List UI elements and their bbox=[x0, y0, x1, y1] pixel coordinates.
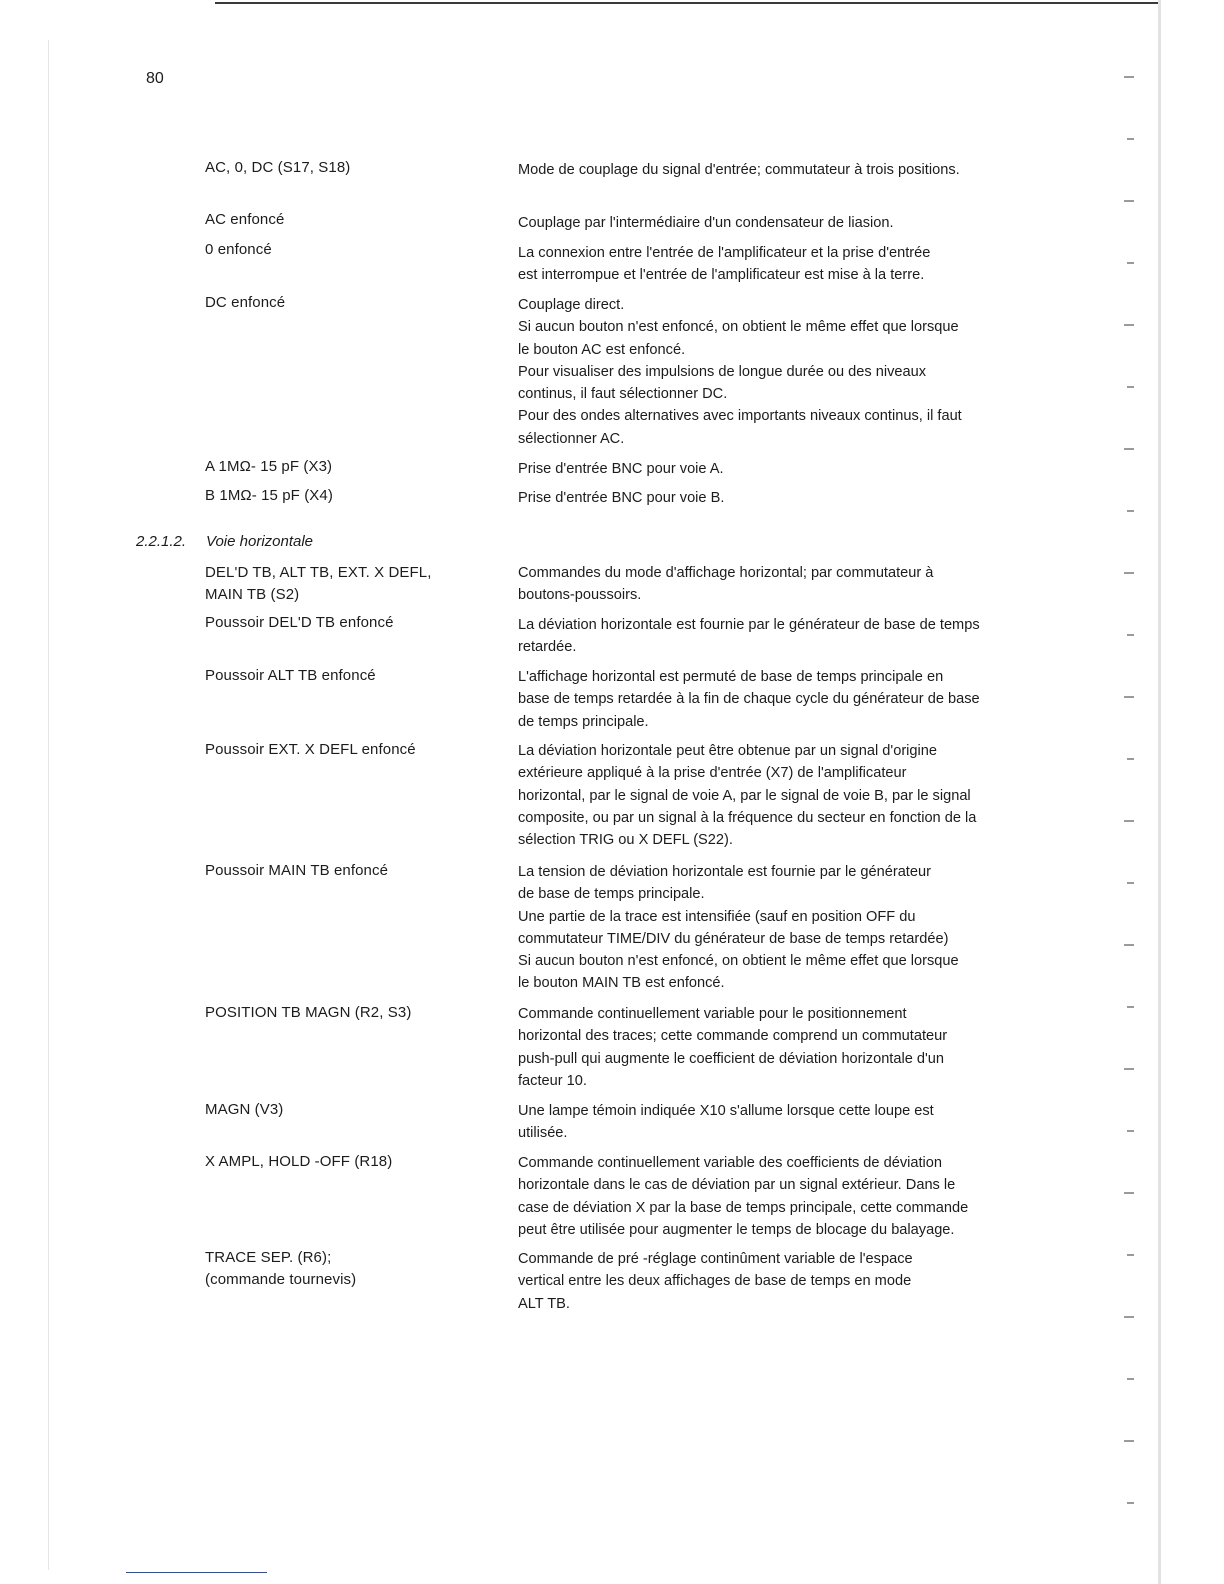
description-line: horizontal, par le signal de voie A, par le signal de voie B, par le signal bbox=[518, 787, 971, 804]
entry-description bbox=[518, 1248, 1058, 1315]
page-number: 80 bbox=[146, 70, 164, 87]
binding-mark bbox=[1124, 696, 1134, 698]
binding-mark bbox=[1127, 634, 1134, 636]
entry-term bbox=[205, 1002, 495, 1024]
binding-mark bbox=[1127, 1254, 1134, 1256]
binding-mark bbox=[1124, 200, 1134, 202]
term-line: 0 enfoncé bbox=[205, 241, 272, 258]
entry-term bbox=[205, 562, 495, 606]
term-line: AC, 0, DC (S17, S18) bbox=[205, 159, 351, 176]
entry-term bbox=[205, 157, 495, 179]
entry-description bbox=[518, 242, 1058, 287]
binding-mark bbox=[1124, 1068, 1134, 1070]
binding-mark bbox=[1124, 1316, 1134, 1318]
entry-description bbox=[518, 487, 1058, 509]
term-line: X AMPL, HOLD -OFF (R18) bbox=[205, 1153, 393, 1170]
section-number: 2.2.1.2. bbox=[136, 533, 187, 550]
term-line: A 1MΩ- 15 pF (X3) bbox=[205, 458, 333, 475]
description-line: sélectionner AC. bbox=[518, 430, 625, 447]
binding-mark bbox=[1124, 1440, 1134, 1442]
term-line: TRACE SEP. (R6); bbox=[205, 1249, 332, 1266]
description-line: La déviation horizontale peut être obtenue par un signal d'origine bbox=[518, 743, 938, 759]
description-line: push-pull qui augmente le coefficient de déviation horizontale d'un bbox=[518, 1050, 945, 1067]
description-line: sélection TRIG ou X DEFL (S22). bbox=[518, 832, 733, 849]
description-line: extérieure appliqué à la prise d'entrée (X7) de l'amplificateur bbox=[518, 765, 907, 782]
entry-term bbox=[205, 485, 495, 507]
entry-term bbox=[205, 456, 495, 478]
entry-description bbox=[518, 614, 1058, 659]
entry-description bbox=[518, 562, 1058, 607]
binding-mark bbox=[1127, 1502, 1134, 1504]
entry-description bbox=[518, 1003, 1058, 1092]
description-line: ALT TB. bbox=[518, 1295, 570, 1312]
description-line: Pour des ondes alternatives avec importants niveaux continus, il faut bbox=[518, 408, 962, 425]
section-title: Voie horizontale bbox=[206, 533, 314, 550]
binding-mark bbox=[1124, 944, 1134, 946]
entry-term bbox=[205, 1151, 495, 1173]
binding-mark bbox=[1127, 386, 1134, 388]
description-line: Commande continuellement variable des coefficients de déviation bbox=[518, 1155, 943, 1171]
description-line: Commande continuellement variable pour le positionnement bbox=[518, 1006, 907, 1022]
entry-description bbox=[518, 740, 1058, 851]
binding-mark bbox=[1124, 572, 1134, 574]
term-line: Poussoir MAIN TB enfoncé bbox=[205, 862, 389, 879]
binding-mark bbox=[1124, 76, 1134, 78]
term-line: B 1MΩ- 15 pF (X4) bbox=[205, 487, 333, 504]
binding-mark bbox=[1124, 1192, 1134, 1194]
description-line: Si aucun bouton n'est enfoncé, on obtient le même effet que lorsque bbox=[518, 319, 959, 336]
description-line: peut être utilisée pour augmenter le temps de blocage du balayage. bbox=[518, 1221, 955, 1238]
description-line: La déviation horizontale est fournie par le générateur de base de temps bbox=[518, 617, 980, 633]
entry-description bbox=[518, 666, 1058, 733]
entry-term bbox=[205, 1099, 495, 1121]
entry-term bbox=[205, 860, 495, 882]
binding-mark bbox=[1127, 262, 1134, 264]
term-line: Poussoir ALT TB enfoncé bbox=[205, 667, 376, 684]
description-line: Pour visualiser des impulsions de longue durée ou des niveaux bbox=[518, 363, 927, 380]
description-line: La connexion entre l'entrée de l'amplificateur et la prise d'entrée bbox=[518, 245, 931, 261]
description-line: vertical entre les deux affichages de base de temps en mode bbox=[518, 1273, 912, 1290]
description-line: est interrompue et l'entrée de l'amplificateur est mise à la terre. bbox=[518, 267, 925, 284]
entry-description bbox=[518, 458, 1058, 480]
left-page-edge bbox=[48, 40, 49, 1570]
description-line: commutateur TIME/DIV du générateur de base de temps retardée) bbox=[518, 930, 949, 947]
term-line: POSITION TB MAGN (R2, S3) bbox=[205, 1004, 412, 1021]
entry-description bbox=[518, 294, 1058, 450]
binding-mark bbox=[1127, 882, 1134, 884]
entry-term bbox=[205, 292, 495, 314]
description-line: de temps principale. bbox=[518, 713, 649, 730]
footnote-rule bbox=[126, 1572, 267, 1573]
description-line: Prise d'entrée BNC pour voie A. bbox=[518, 461, 724, 477]
description-line: Prise d'entrée BNC pour voie B. bbox=[518, 490, 725, 506]
entry-term bbox=[205, 739, 495, 761]
term-line: MAGN (V3) bbox=[205, 1101, 284, 1118]
description-line: Couplage direct. bbox=[518, 297, 625, 313]
entry-description bbox=[518, 159, 1058, 181]
entry-term bbox=[205, 612, 495, 634]
entry-description bbox=[518, 1152, 1058, 1241]
right-page-edge bbox=[1158, 0, 1161, 1584]
binding-mark bbox=[1127, 758, 1134, 760]
top-rule bbox=[215, 2, 1161, 4]
binding-mark bbox=[1127, 138, 1134, 140]
description-line: Une lampe témoin indiquée X10 s'allume lorsque cette loupe est bbox=[518, 1103, 934, 1119]
description-line: facteur 10. bbox=[518, 1072, 587, 1089]
description-line: composite, ou par un signal à la fréquence du secteur en fonction de la bbox=[518, 809, 977, 826]
description-line: case de déviation X par la base de temps principale, cette commande bbox=[518, 1199, 969, 1216]
description-line: le bouton AC est enfoncé. bbox=[518, 341, 686, 358]
term-line: Poussoir DEL'D TB enfoncé bbox=[205, 614, 394, 631]
description-line: boutons-poussoirs. bbox=[518, 587, 642, 604]
description-line: Commande de pré -réglage continûment variable de l'espace bbox=[518, 1251, 913, 1267]
binding-mark bbox=[1127, 1006, 1134, 1008]
binding-mark bbox=[1124, 324, 1134, 326]
description-line: horizontale dans le cas de déviation par un signal extérieur. Dans le bbox=[518, 1177, 956, 1194]
term-line: (commande tournevis) bbox=[205, 1271, 357, 1288]
term-line: MAIN TB (S2) bbox=[205, 586, 300, 603]
description-line: Couplage par l'intermédiaire d'un condensateur de liasion. bbox=[518, 215, 894, 231]
entry-description bbox=[518, 861, 1058, 995]
binding-mark bbox=[1127, 1130, 1134, 1132]
entry-term bbox=[205, 1247, 495, 1291]
entry-term bbox=[205, 239, 495, 261]
description-line: Commandes du mode d'affichage horizontal; par commutateur à bbox=[518, 565, 934, 581]
description-line: La tension de déviation horizontale est fournie par le générateur bbox=[518, 864, 931, 880]
term-line: DC enfoncé bbox=[205, 294, 286, 311]
description-line: de base de temps principale. bbox=[518, 886, 705, 903]
binding-mark bbox=[1124, 820, 1134, 822]
binding-mark bbox=[1127, 510, 1134, 512]
description-line: base de temps retardée à la fin de chaque cycle du générateur de base bbox=[518, 691, 980, 708]
term-line: Poussoir EXT. X DEFL enfoncé bbox=[205, 741, 416, 758]
description-line: Si aucun bouton n'est enfoncé, on obtient le même effet que lorsque bbox=[518, 953, 959, 970]
description-line: continus, il faut sélectionner DC. bbox=[518, 386, 728, 403]
description-line: le bouton MAIN TB est enfoncé. bbox=[518, 975, 725, 992]
term-line: AC enfoncé bbox=[205, 211, 285, 228]
binding-marks bbox=[1124, 40, 1138, 1560]
term-line: DEL'D TB, ALT TB, EXT. X DEFL, bbox=[205, 564, 432, 581]
description-line: utilisée. bbox=[518, 1125, 568, 1142]
entry-term bbox=[205, 665, 495, 687]
description-line: retardée. bbox=[518, 639, 577, 656]
binding-mark bbox=[1124, 448, 1134, 450]
binding-mark bbox=[1127, 1378, 1134, 1380]
entry-description bbox=[518, 1100, 1058, 1145]
description-line: L'affichage horizontal est permuté de base de temps principale en bbox=[518, 669, 944, 685]
entry-description bbox=[518, 212, 1058, 234]
description-line: horizontal des traces; cette commande comprend un commutateur bbox=[518, 1028, 948, 1045]
description-line: Mode de couplage du signal d'entrée; commutateur à trois positions. bbox=[518, 162, 960, 178]
entry-term bbox=[205, 209, 495, 231]
description-line: Une partie de la trace est intensifiée (sauf en position OFF du bbox=[518, 908, 916, 925]
